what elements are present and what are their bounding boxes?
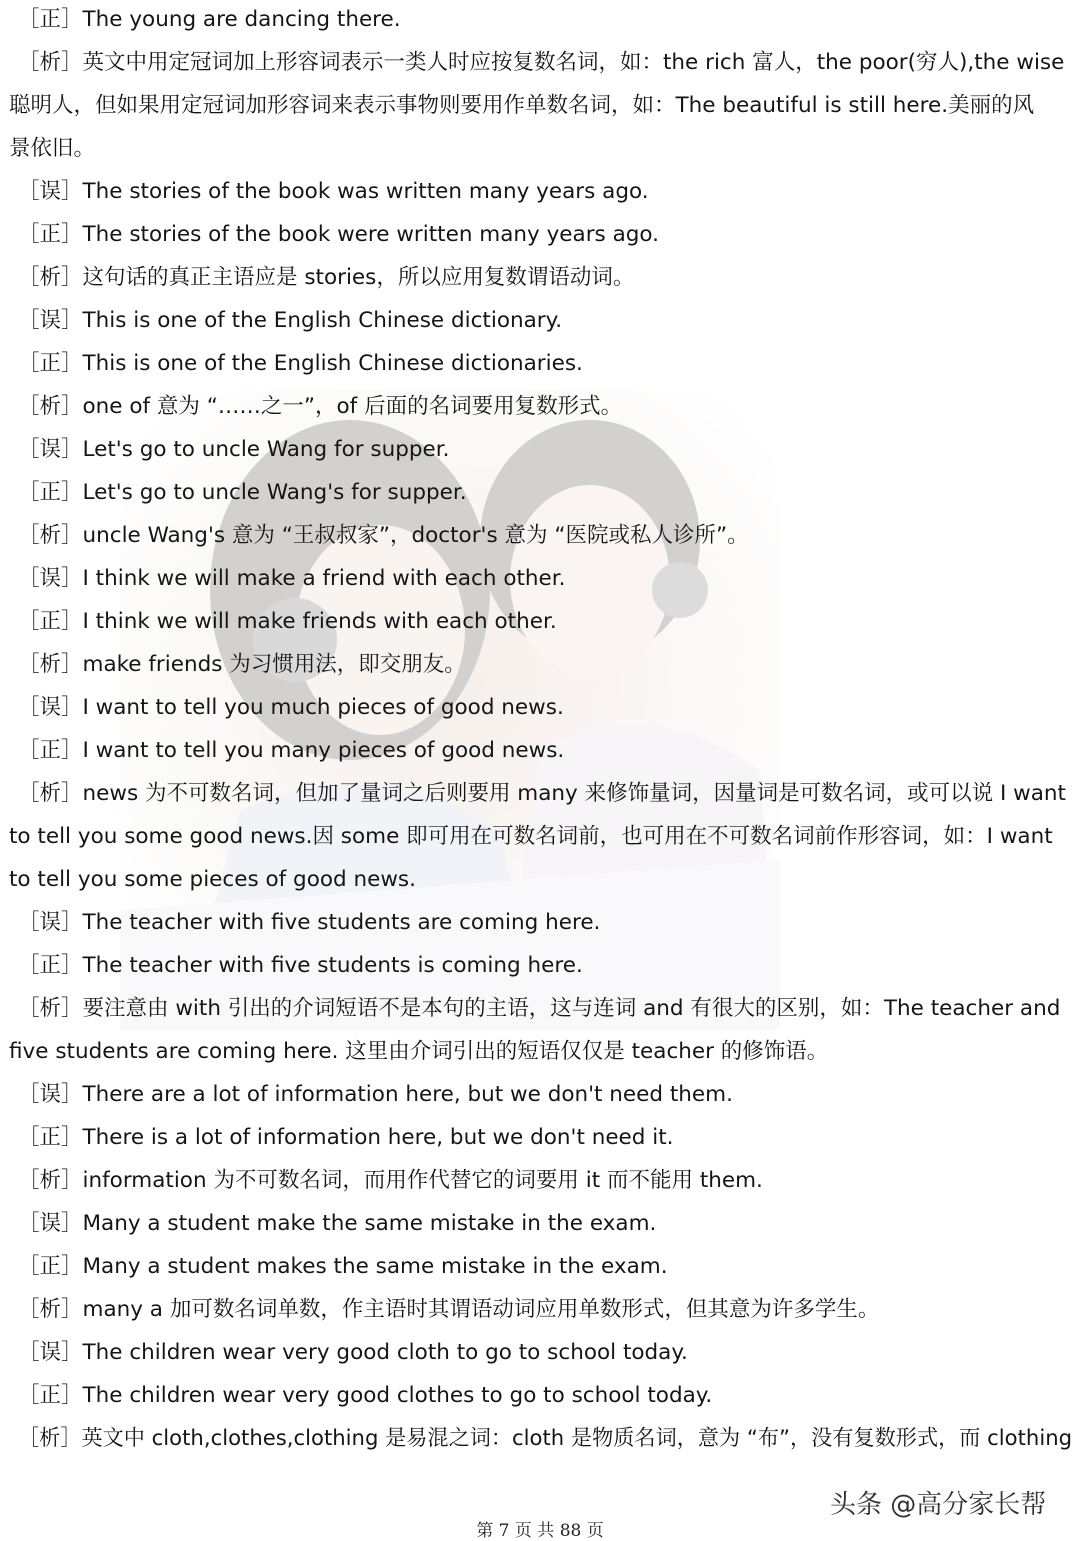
text-line: ［正］This is one of the English Chinese dictionaries. (18, 351, 583, 376)
text-line: ［正］The teacher with five students is coming here. (18, 953, 583, 978)
watermark-text: 头条 @高分家长帮 (830, 1490, 1047, 1520)
text-line: ［正］The young are dancing there. (18, 7, 401, 32)
text-line: ［误］Many a student make the same mistake in the exam. (18, 1211, 657, 1236)
text-line: ［正］There is a lot of information here, but we don't need it. (18, 1125, 674, 1150)
page-footer: 第 7 页 共 88 页 (476, 1521, 604, 1541)
text-line: ［误］Let's go to uncle Wang for supper. (18, 437, 450, 462)
text-line: ［误］There are a lot of information here, but we don't need them. (18, 1082, 733, 1107)
text-line: ［正］I want to tell you many pieces of good news. (18, 738, 565, 763)
text-line: ［析］many a 加可数名词单数，作主语时其谓语动词应用单数形式，但其意为许多学生。 (18, 1297, 880, 1322)
text-line: ［误］The children wear very good cloth to go to school today. (18, 1340, 688, 1365)
text-line: ［析］英文中用定冠词加上形容词表示一类人时应按复数名词，如：the rich 富人，the poor(穷人),the wise (18, 50, 1065, 75)
text-line: ［误］The stories of the book was written many years ago. (18, 179, 649, 204)
text-line: ［析］要注意由 with 引出的介词短语不是本句的主语，这与连词 and 有很大的区别，如：The teacher and (18, 996, 1061, 1021)
text-line: ［析］make friends 为习惯用法，即交朋友。 (18, 652, 466, 677)
text-line: 景依旧。 (9, 136, 96, 161)
text-line: ［正］I think we will make friends with each other. (18, 609, 557, 634)
text-line: ［析］这句话的真正主语应是 stories，所以应用复数谓语动词。 (18, 265, 635, 290)
text-line: ［误］The teacher with five students are coming here. (18, 910, 601, 935)
text-line: ［正］Many a student makes the same mistake in the exam. (18, 1254, 668, 1279)
text-line: ［析］information 为不可数名词，而用作代替它的词要用 it 而不能用 them. (18, 1168, 763, 1193)
text-line: ［误］I want to tell you much pieces of good news. (18, 695, 564, 720)
text-line: 聪明人，但如果用定冠词加形容词来表示事物则要用作单数名词，如：The beautiful is still here.美丽的风 (9, 93, 1035, 118)
text-line: ［正］The stories of the book were written many years ago. (18, 222, 660, 247)
text-line: five students are coming here. 这里由介词引出的短语仅仅是 teacher 的修饰语。 (9, 1039, 829, 1064)
text-line: ［正］Let's go to uncle Wang's for supper. (18, 480, 467, 505)
text-line: to tell you some pieces of good news. (9, 867, 416, 892)
text-line: ［析］one of 意为 “……之一”，of 后面的名词要用复数形式。 (18, 394, 623, 419)
text-line: ［析］英文中 cloth,clothes,clothing 是易混之词：cloth 是物质名词，意为 “布”，没有复数形式，而 clothing (18, 1426, 1073, 1451)
text-line: to tell you some good news.因 some 即可用在可数名词前，也可用在不可数名词前作形容词，如：I want (9, 824, 1053, 849)
text-line: ［误］I think we will make a friend with each other. (18, 566, 566, 591)
text-line: ［析］uncle Wang's 意为 “王叔叔家”，doctor's 意为 “医院或私人诊所”。 (18, 523, 749, 548)
text-line: ［析］news 为不可数名词，但加了量词之后则要用 many 来修饰量词，因量词是可数名词，或可以说 I want (18, 781, 1066, 806)
text-line: ［误］This is one of the English Chinese dictionary. (18, 308, 563, 333)
text-line: ［正］The children wear very good clothes to go to school today. (18, 1383, 713, 1408)
